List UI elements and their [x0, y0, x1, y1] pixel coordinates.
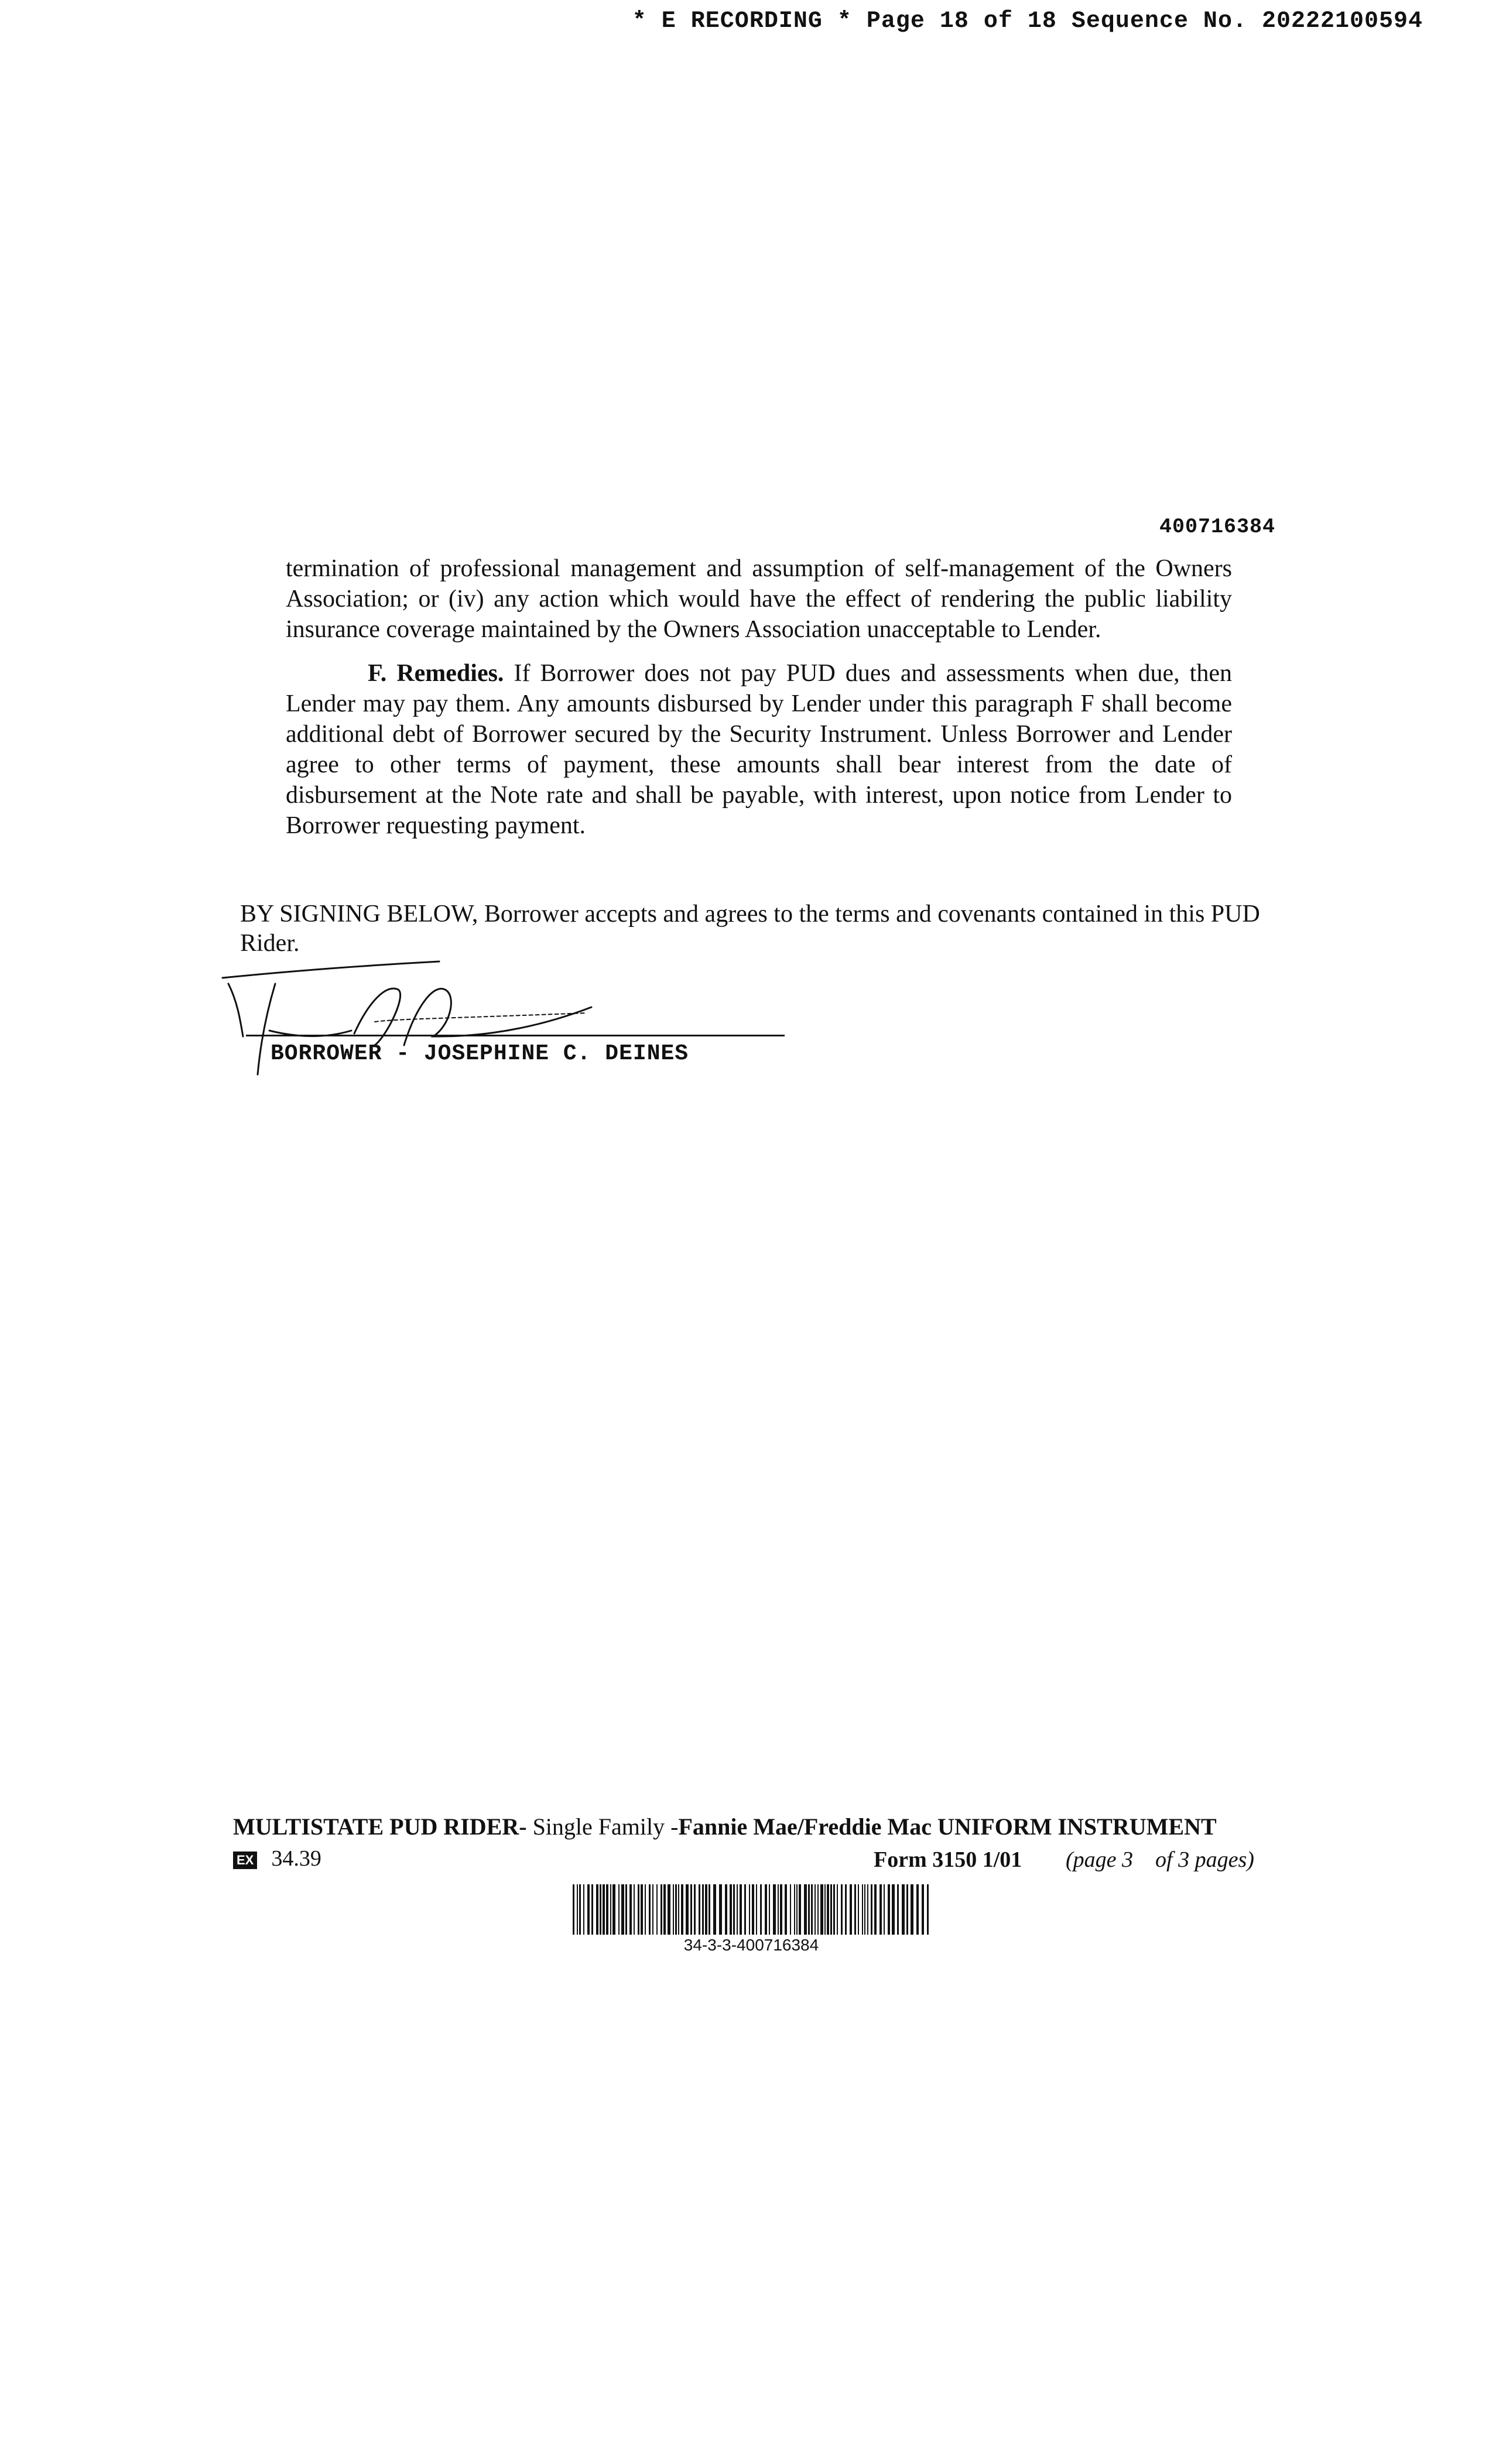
ex-badge: EX [233, 1852, 257, 1869]
recording-header: * E RECORDING * Page 18 of 18 Sequence No. 20222100594 [632, 8, 1423, 35]
remedies-heading: F. Remedies. [368, 660, 504, 687]
barcode-icon [573, 1884, 930, 1935]
borrower-label: BORROWER - JOSEPHINE C. DEINES [271, 1041, 689, 1066]
loan-number: 400716384 [1159, 515, 1275, 539]
remedies-paragraph [286, 658, 1232, 841]
remedies-text: If Borrower does not pay PUD dues and assessments when due, then Lender may pay them. Any amounts disbursed by Lender under this paragraph F shall become additional debt of Borrower secured by the Security Instrument. Unless Borrower and Lender agree to other terms of payment, these amounts shall bear interest from the date of disbursement at the Note rate and shall be payable, with interest, upon notice from Lender to Borrower requesting payment. [286, 660, 1232, 839]
form-title-part-1: MULTISTATE PUD RIDER- [233, 1813, 527, 1840]
acceptance-statement: BY SIGNING BELOW, Borrower accepts and agrees to the terms and covenants contained in this PUD Rider. [240, 901, 1260, 957]
form-title-part-3: Fannie Mae/Freddie Mac UNIFORM INSTRUMENT [678, 1813, 1217, 1840]
barcode-text: 34-3-3-400716384 [683, 1936, 819, 1954]
continuation-paragraph: termination of professional management and assumption of self-management of the Owners Association; or (iv) any action which would have the effect of rendering the public liability insurance coverage maintained by the Owners Association unacceptable to Lender. [286, 555, 1232, 643]
signature-line [246, 1035, 785, 1036]
page-indicator: (page 3 of 3 pages) [1066, 1847, 1254, 1872]
form-number: Form 3150 1/01 [874, 1847, 1022, 1872]
form-title [233, 1813, 1217, 1840]
form-code [233, 1846, 321, 1871]
form-code-number: 34.39 [271, 1846, 321, 1871]
form-title-part-2: Single Family - [526, 1813, 679, 1840]
